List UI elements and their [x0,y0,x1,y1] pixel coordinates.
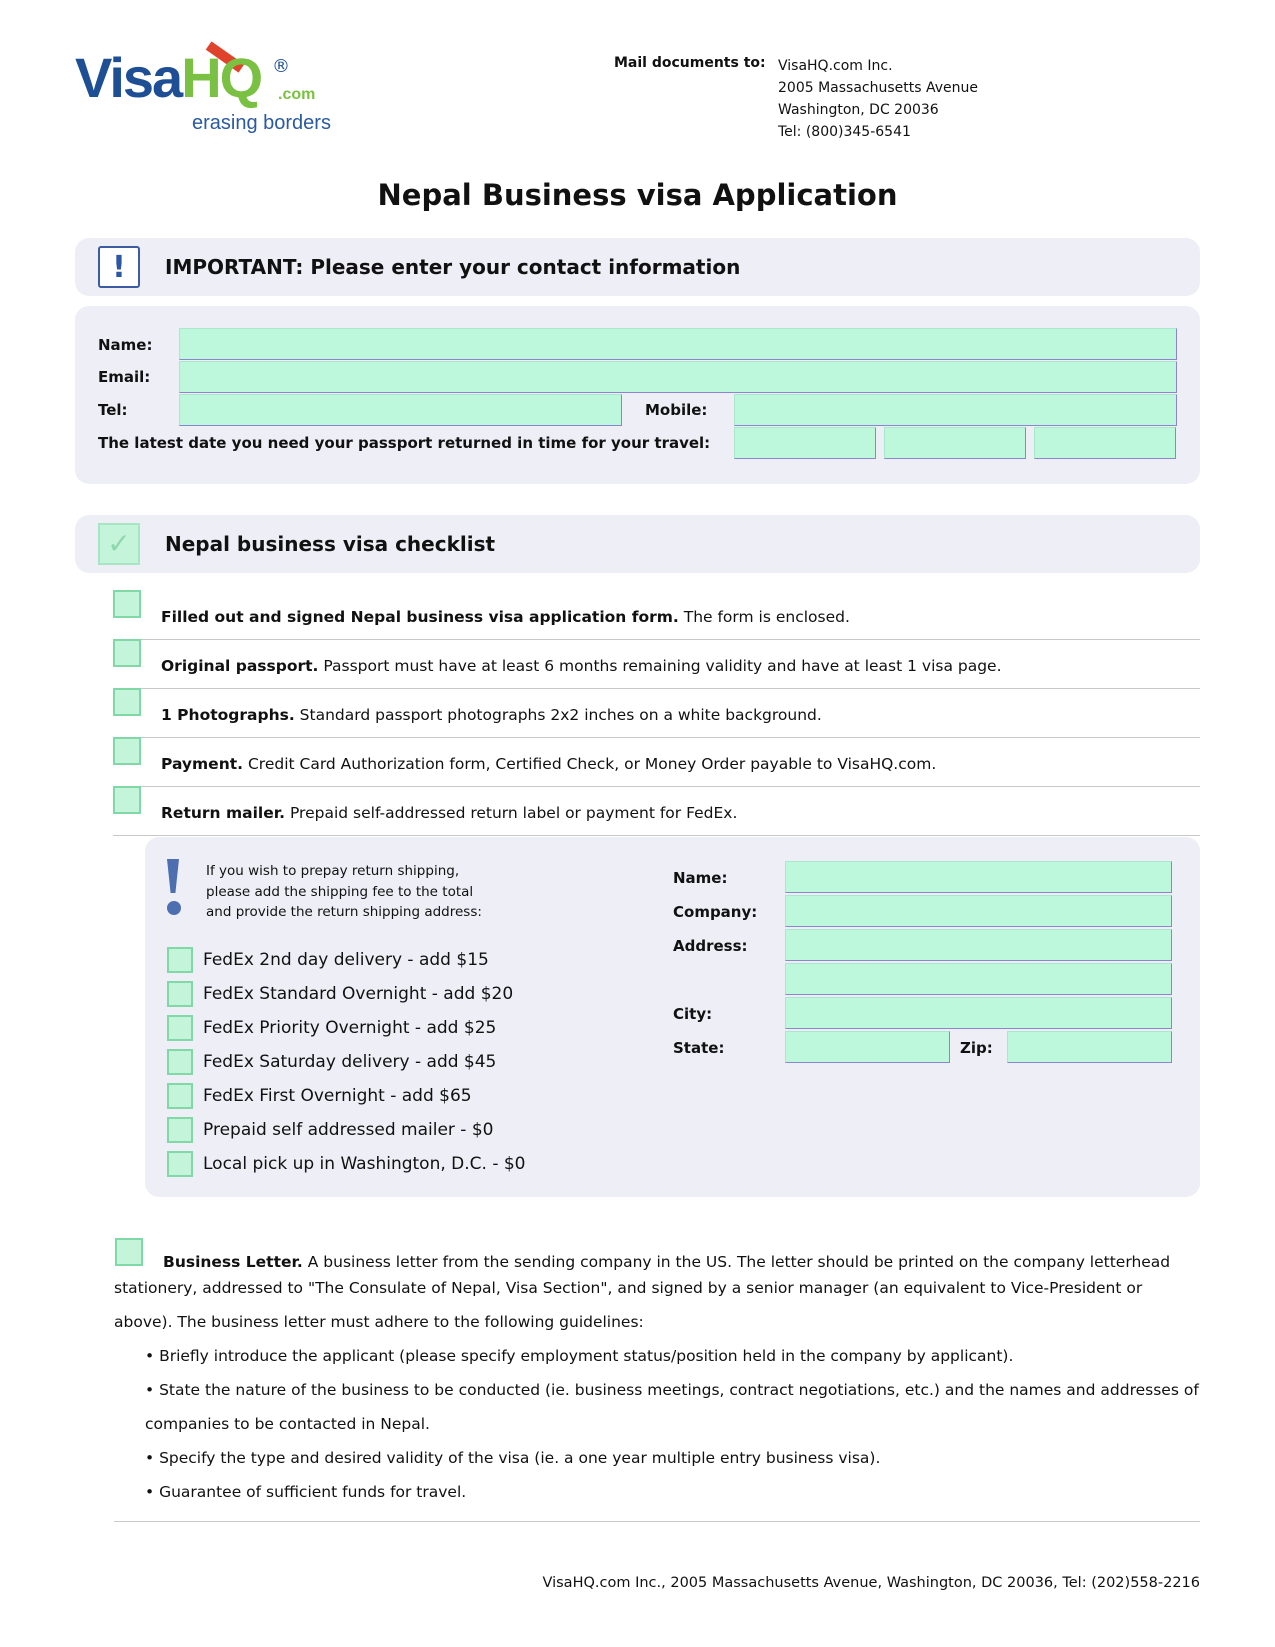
item-title: Payment. [161,755,244,773]
note-line: please add the shipping fee to the total [206,883,474,900]
ship-company-label: Company: [673,903,758,921]
letter-bullet: • Specify the type and desired validity of the visa (ie. a one year multiple entry business visa). [145,1449,881,1467]
logo-suffix: .com [278,86,316,103]
item-text: Passport must have at least 6 months remaining validity and have at least 1 visa page. [318,657,1002,675]
checkbox[interactable] [113,590,141,618]
letter-text: stationery, addressed to "The Consulate of Nepal, Visa Section", and signed by a senior manager (an equivalent to Vice-President or [114,1279,1143,1297]
item-text: The form is enclosed. [678,608,850,626]
tel-field[interactable] [179,394,622,426]
email-field[interactable] [179,361,1177,393]
name-label: Name: [98,336,153,354]
exclamation-icon: ! [98,246,140,288]
letter-bullet: • Guarantee of sufficient funds for travel. [145,1483,467,1501]
date-year-field[interactable] [1034,427,1176,459]
letter-bullet: • State the nature of the business to be conducted (ie. business meetings, contract negotiations, etc.) and the names and addresses of [145,1381,1199,1399]
mail-line: 2005 Massachusetts Avenue [778,80,978,96]
letter-bullet: companies to be contacted in Nepal. [145,1415,430,1433]
business-letter [114,1245,1204,1509]
mail-label: Mail documents to: [614,55,766,71]
ship-address-label: Address: [673,937,748,955]
checklist-item [113,590,1200,640]
footer: VisaHQ.com Inc., 2005 Massachusetts Avenue, Washington, DC 20036, Tel: (202)558-2216 [542,1575,1200,1591]
note-line: and provide the return shipping address: [206,904,482,920]
item-title: Return mailer. [161,804,286,822]
shipping-option[interactable] [167,1011,526,1045]
checklist-item [113,688,1200,738]
ship-address-field-1[interactable] [785,929,1172,961]
date-day-field[interactable] [884,427,1026,459]
date-label: The latest date you need your passport returned in time for your travel: [98,434,711,452]
checklist-header-text: Nepal business visa checklist [165,532,496,556]
shipping-option[interactable] [167,1113,526,1147]
letter-bullet: • Briefly introduce the applicant (please specify employment status/position held in the company by applicant). [145,1347,1014,1365]
item-title: 1 Photographs. [161,706,295,724]
item-title: Original passport. [161,657,319,675]
option-label: FedEx First Overnight - add $65 [203,1086,472,1106]
letter-text: A business letter from the sending company in the US. The letter should be printed on the company letterhead [302,1253,1171,1271]
checkbox[interactable] [113,737,141,765]
checkbox[interactable] [113,688,141,716]
item-text: Standard passport photographs 2x2 inches on a white background. [294,706,822,724]
shipping-panel [145,837,1200,1197]
mobile-label: Mobile: [645,401,708,419]
shipping-option[interactable] [167,1045,526,1079]
checklist-item [113,639,1200,689]
tel-label: Tel: [98,401,128,419]
logo-tagline: erasing borders [192,112,331,134]
mail-line: VisaHQ.com Inc. [778,58,893,74]
checkbox[interactable] [167,947,193,973]
ship-name-field[interactable] [785,861,1172,893]
checklist-header [75,515,1200,573]
shipping-option[interactable] [167,943,526,977]
checkbox[interactable] [167,1015,193,1041]
ship-address-field-2[interactable] [785,963,1172,995]
ship-state-label: State: [673,1039,725,1057]
letter-title: Business Letter. [163,1253,303,1271]
ship-city-label: City: [673,1005,713,1023]
name-field[interactable] [179,328,1177,360]
date-month-field[interactable] [734,427,876,459]
item-title: Filled out and signed Nepal business visa application form. [161,608,679,626]
checkmark-icon: ✓ [98,523,140,565]
option-label: FedEx 2nd day delivery - add $15 [203,950,489,970]
contact-header-text: IMPORTANT: Please enter your contact information [165,255,741,279]
checklist-item [113,737,1200,787]
shipping-option[interactable] [167,1079,526,1113]
mobile-field[interactable] [734,394,1177,426]
checkbox[interactable] [167,1083,193,1109]
ship-name-label: Name: [673,869,728,887]
option-label: FedEx Priority Overnight - add $25 [203,1018,497,1038]
shipping-option[interactable] [167,977,526,1011]
logo-brand: VisaHQ [75,46,262,109]
checkbox[interactable] [167,1151,193,1177]
option-label: FedEx Standard Overnight - add $20 [203,984,514,1004]
checkbox[interactable] [167,1117,193,1143]
item-text: Credit Card Authorization form, Certified Check, or Money Order payable to VisaHQ.com. [243,755,937,773]
checkbox[interactable] [113,786,141,814]
ship-city-field[interactable] [785,997,1172,1029]
page-title: Nepal Business visa Application [377,178,898,212]
mail-line: Washington, DC 20036 [778,102,939,118]
mail-line: Tel: (800)345-6541 [778,124,911,140]
ship-state-field[interactable] [785,1031,950,1063]
contact-header [75,238,1200,296]
logo-registered: ® [272,56,290,77]
checklist-item [113,786,1200,836]
item-text: Prepaid self-addressed return label or payment for FedEx. [285,804,738,822]
option-label: FedEx Saturday delivery - add $45 [203,1052,497,1072]
shipping-note [206,861,482,923]
checkbox[interactable] [113,639,141,667]
shipping-option[interactable] [167,1147,526,1181]
ship-zip-label: Zip: [960,1039,993,1057]
ship-zip-field[interactable] [1007,1031,1172,1063]
shipping-options [167,943,526,1181]
checkbox[interactable] [167,981,193,1007]
checkbox[interactable] [167,1049,193,1075]
ship-company-field[interactable] [785,895,1172,927]
letter-text: above). The business letter must adhere to the following guidelines: [114,1313,644,1331]
note-line: If you wish to prepay return shipping, [206,863,460,879]
option-label: Local pick up in Washington, D.C. - $0 [203,1154,526,1174]
email-label: Email: [98,368,151,386]
divider [114,1521,1200,1522]
exclamation-icon [167,859,181,901]
contact-form [75,306,1200,484]
option-label: Prepaid self addressed mailer - $0 [203,1120,494,1140]
mail-address [778,55,978,143]
